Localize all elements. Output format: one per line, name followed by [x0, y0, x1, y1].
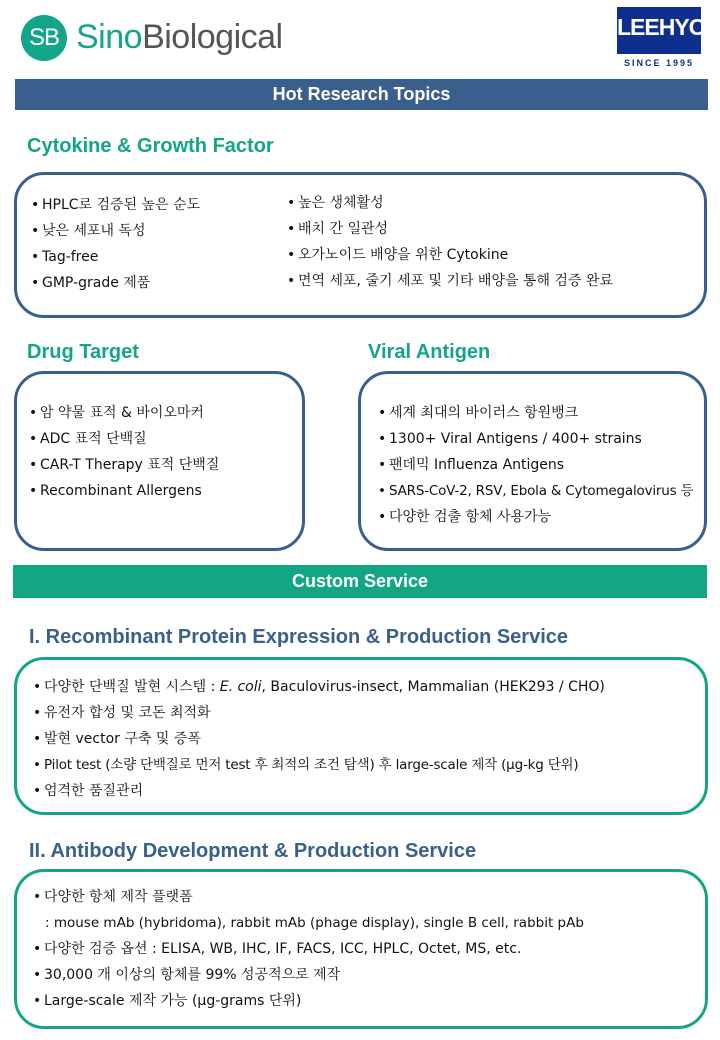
leehyo-logo-text: LEEHYO: [617, 14, 706, 40]
sino-biological-logo-mark: [21, 15, 67, 61]
list-item: • Tag-free: [31, 249, 99, 265]
leehyo-since: SINCE 1995: [623, 58, 695, 68]
list-item: • Large-scale 제작 가능 (µg-grams 단위): [33, 993, 302, 1009]
cytokine-right-list: [287, 190, 613, 294]
leehyo-logo: [617, 7, 706, 68]
list-item: • 다양한 검증 옵션 : ELISA, WB, IHC, IF, FACS, ICC, HPLC, Octet, MS, etc.: [33, 941, 522, 957]
list-item: • 엄격한 품질관리: [33, 783, 144, 799]
list-item: • 면역 세포, 줄기 세포 및 기타 배양을 통해 검증 완료: [287, 273, 613, 289]
list-item: • 세계 최대의 바이러스 항원뱅크: [378, 405, 579, 421]
leehyo-logo-box: [617, 7, 706, 54]
custom-service-bar: Custom Service: [13, 565, 707, 598]
drug-target-title: Drug Target: [27, 341, 139, 363]
sino-part2: Biological: [142, 18, 283, 56]
recombinant-list: [33, 674, 605, 804]
viral-antigen-list: [378, 400, 693, 530]
list-item: • 발현 vector 구축 및 증폭: [33, 731, 201, 747]
list-item: • 다양한 검출 항체 사용가능: [378, 509, 552, 525]
drug-target-box: [14, 371, 305, 551]
sb-logo-text: SB: [28, 24, 59, 51]
cytokine-left-list: [31, 192, 200, 296]
list-item: • 30,000 개 이상의 항체를 99% 성공적으로 제작: [33, 967, 341, 983]
list-item-sub: : mouse mAb (hybridoma), rabbit mAb (phage display), single B cell, rabbit pAb: [45, 915, 584, 931]
list-item: • 다양한 항체 제작 플랫폼: [33, 889, 193, 905]
list-item: • 낮은 세포내 독성: [31, 223, 146, 239]
list-item: • 팬데믹 Influenza Antigens: [378, 457, 565, 473]
list-item: • HPLC로 검증된 높은 순도: [31, 197, 201, 213]
list-item: • 암 약물 표적 & 바이오마커: [29, 405, 204, 421]
list-item: • GMP-grade 제품: [31, 275, 151, 291]
list-item: • 높은 생체활성: [287, 195, 384, 211]
list-item: • Recombinant Allergens: [29, 483, 202, 499]
antibody-box: [14, 869, 708, 1029]
cytokine-box: [14, 172, 707, 318]
viral-antigen-box: [358, 371, 707, 551]
recombinant-box: [14, 657, 708, 815]
list-item: • 다양한 단백질 발현 시스템 : E. coli, Baculovirus-insect, Mammalian (HEK293 / CHO): [33, 679, 605, 695]
drug-target-list: [29, 400, 219, 504]
list-item: • Pilot test (소량 단백질로 먼저 test 후 최적의 조건 탐색) 후 large-scale 제작 (µg-kg 단위): [33, 757, 579, 773]
sino-part1: Sin: [76, 18, 124, 56]
list-item: • 1300+ Viral Antigens / 400+ strains: [378, 431, 642, 447]
antibody-list: [33, 884, 584, 1014]
list-item: • 오가노이드 배양을 위한 Cytokine: [287, 247, 509, 263]
list-item: • CAR-T Therapy 표적 단백질: [29, 457, 220, 473]
sino-o: o: [123, 18, 143, 56]
sino-biological-logo-text: [76, 18, 283, 57]
cytokine-title: Cytokine & Growth Factor: [27, 135, 274, 157]
viral-antigen-title: Viral Antigen: [368, 341, 491, 363]
list-item: • SARS-CoV-2, RSV, Ebola & Cytomegalovirus 등: [378, 483, 694, 499]
recombinant-title: I. Recombinant Protein Expression & Production Service: [29, 626, 569, 648]
list-item: • 유전자 합성 및 코돈 최적화: [33, 705, 211, 721]
list-item: • 배치 간 일관성: [287, 221, 389, 237]
antibody-title: II. Antibody Development & Production Service: [29, 840, 477, 862]
list-item: • ADC 표적 단백질: [29, 431, 147, 447]
hot-research-topics-bar: Hot Research Topics: [15, 79, 708, 110]
